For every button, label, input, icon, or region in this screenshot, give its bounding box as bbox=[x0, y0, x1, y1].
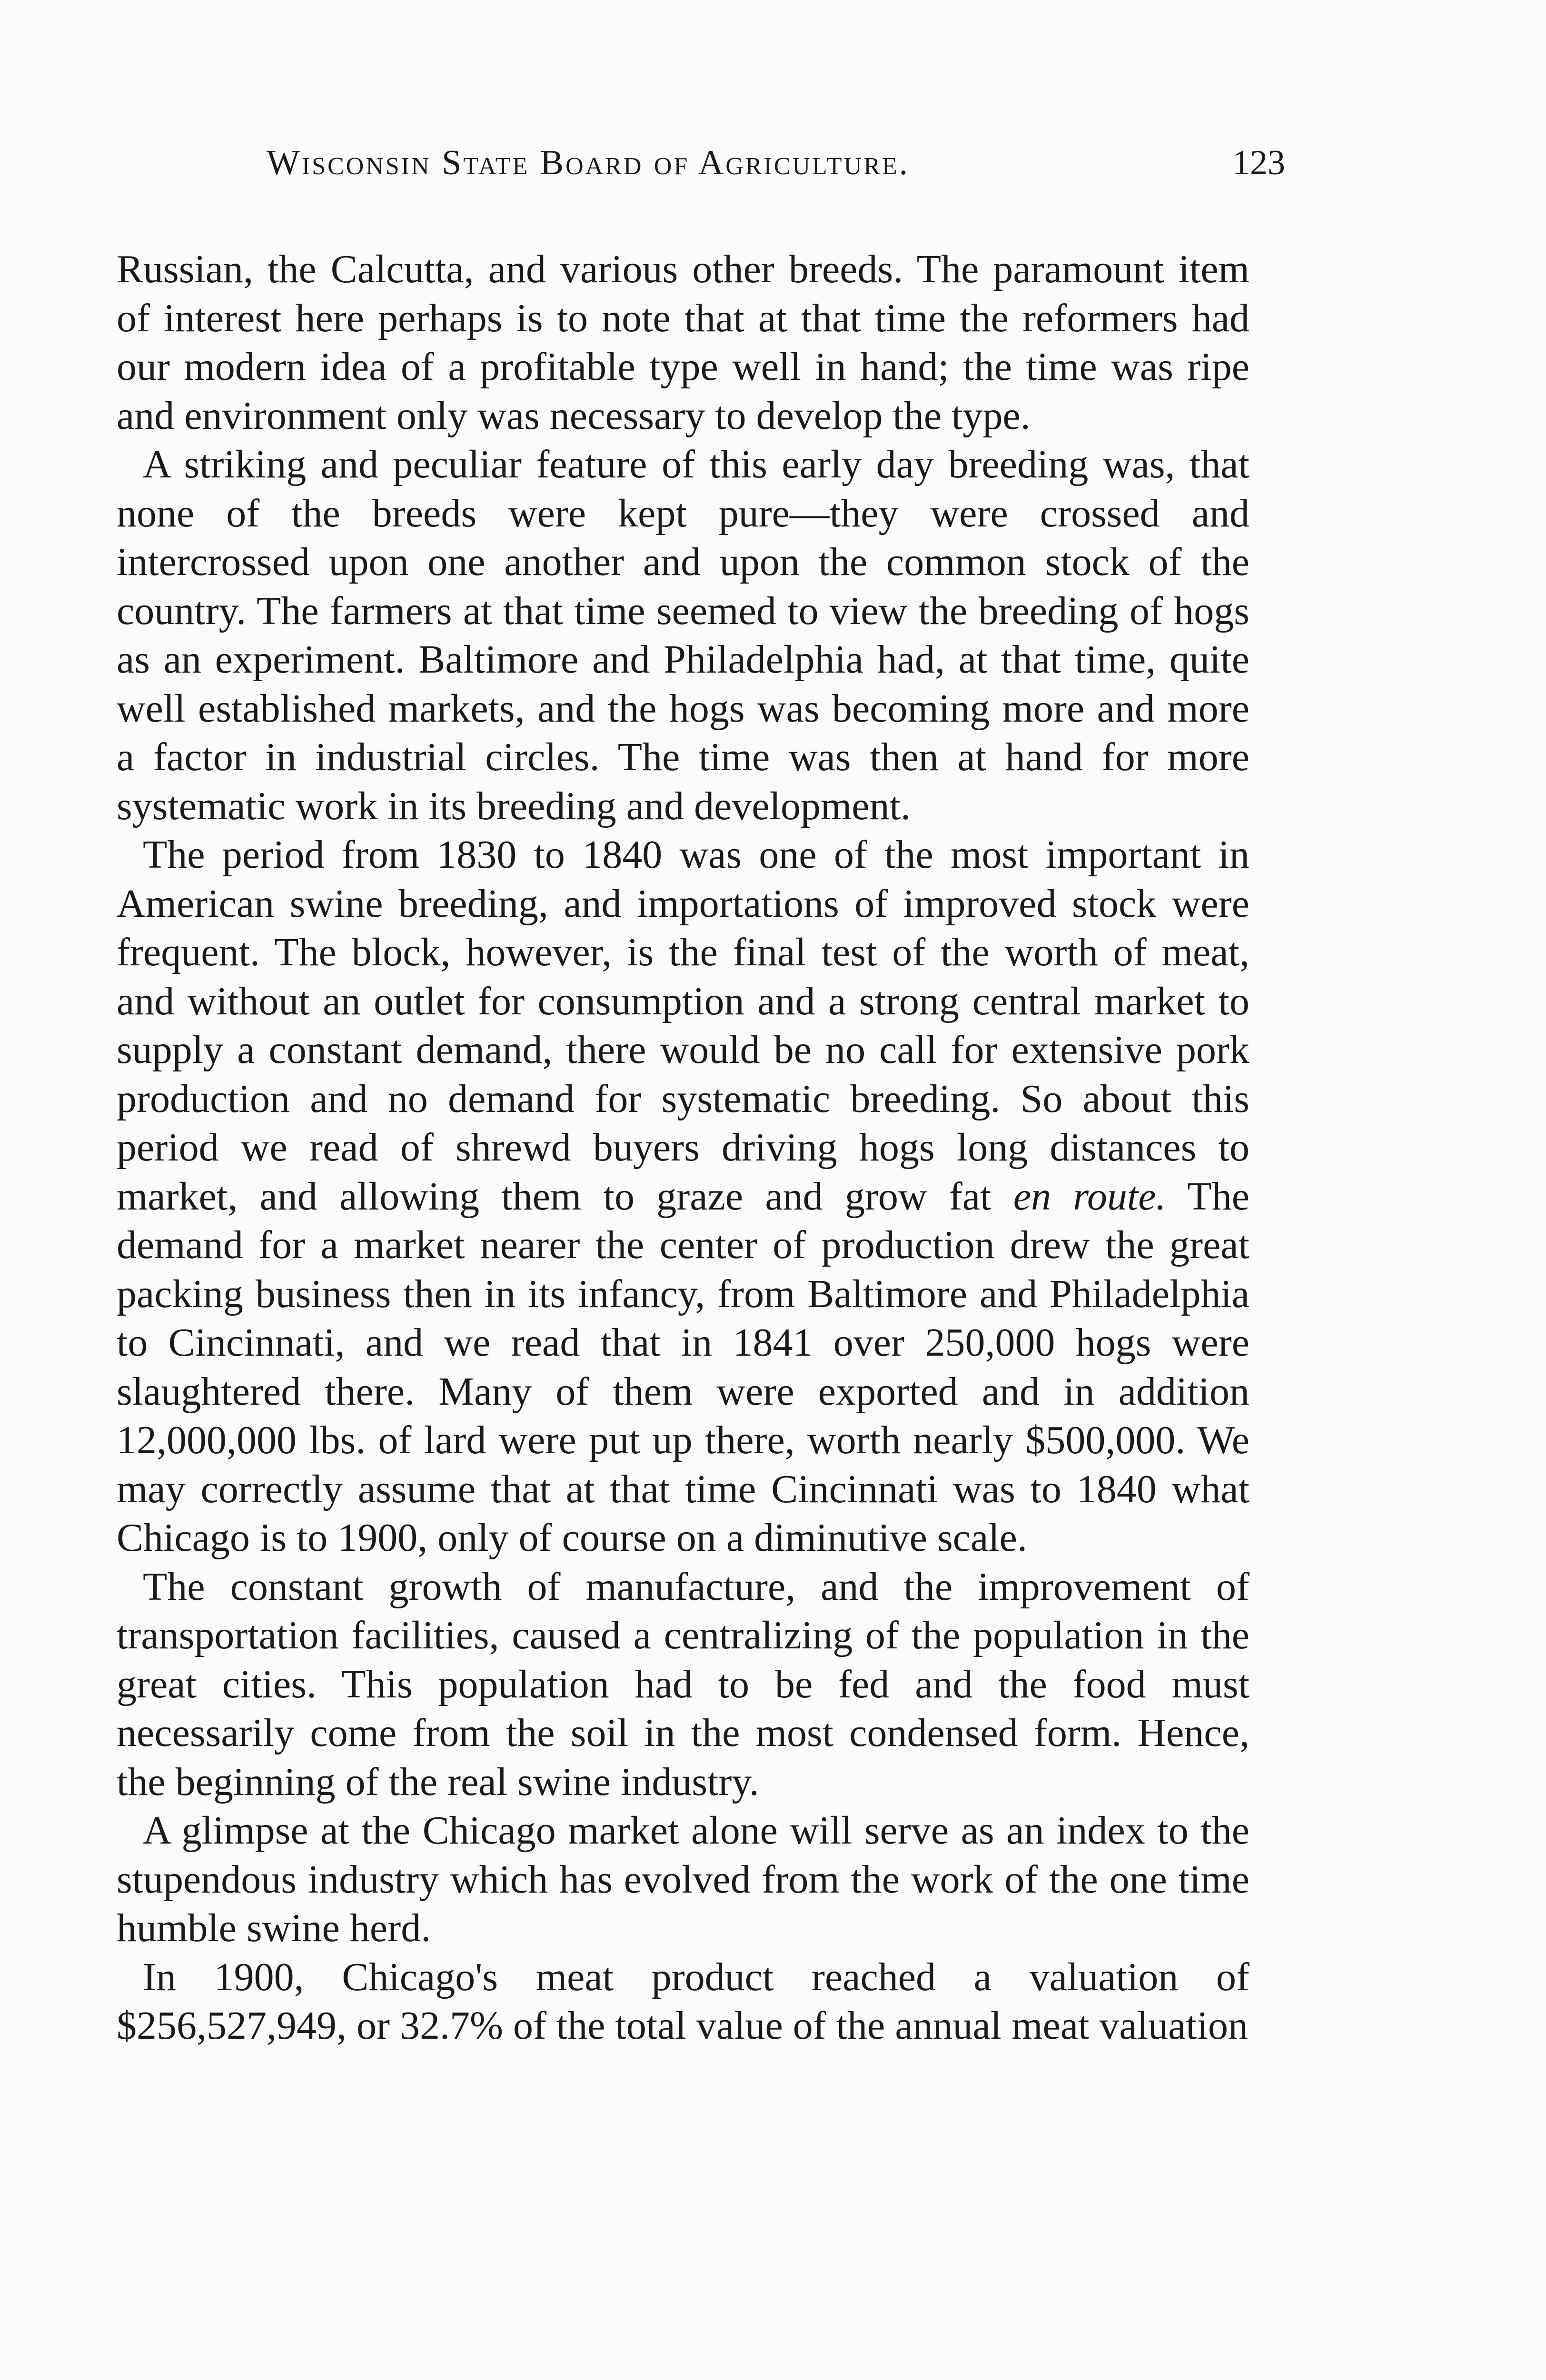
page-number: 123 bbox=[1232, 143, 1285, 182]
paragraph-text: The demand for a market nearer the center of production drew the great packing business then in its infancy, from Baltimore and Philadelphia to Cincinnati, and we read that in 1841 over 250,000 hogs were slaughtered there. Many of them were exported and in addition 12,000,000 lbs. of lard were put up there, worth nearly $500,000. We may correctly assume that at that time Cincinnati was to 1840 what Chicago is to 1900, only of course on a diminutive scale. bbox=[117, 1174, 1250, 1560]
italic-phrase: en route. bbox=[1013, 1174, 1166, 1219]
running-title: Wisconsin State Board of Agriculture. bbox=[267, 143, 910, 182]
paragraph: In 1900, Chicago's meat product reached a valuation of $256,527,949, or 32.7% of the total value of the annual meat valuation bbox=[117, 1954, 1249, 2048]
paragraph: The constant growth of manufacture, and the improvement of transportation facilities, caused a centralizing of the population in the great cities. This population had to be fed and the food must necessarily come from the soil in the most condensed form. Hence, the beginning of the real swine industry. bbox=[117, 1564, 1249, 1804]
paragraph-text: The period from 1830 to 1840 was one of the most important in American swine breeding, and importations of improved stock were frequent. The block, however, is the final test of the worth of meat, and without an outlet for consumption and a strong central market to supply a constant demand, there would be no call for extensive pork production and no demand for systematic breeding. So about this period we read of shrewd buyers driving hogs long distances to market, and allowing them to graze and grow fat bbox=[117, 833, 1249, 1219]
page-header bbox=[267, 143, 1285, 200]
paragraph: A glimpse at the Chicago market alone will serve as an index to the stupendous industry which has evolved from the work of the one time humble swine herd. bbox=[117, 1808, 1249, 1950]
body-text bbox=[117, 245, 1249, 2051]
paragraph: Russian, the Calcutta, and various other breeds. The paramount item of interest here perhaps is to note that at that time the reformers had our modern idea of a profitable type well in hand; the time was ripe and environment only was necessary to develop the type. bbox=[117, 247, 1249, 438]
paragraph bbox=[117, 831, 1249, 1563]
paragraph: A striking and peculiar feature of this early day breeding was, that none of the breeds were kept pure—they were crossed and intercrossed upon one another and upon the common stock of the country. The farmers at that time seemed to view the breeding of hogs as an experiment. Baltimore and Philadelphia had, at that time, quite well established markets, and the hogs was becoming more and more a factor in industrial circles. The time was then at hand for more systematic work in its breeding and development. bbox=[117, 442, 1249, 828]
